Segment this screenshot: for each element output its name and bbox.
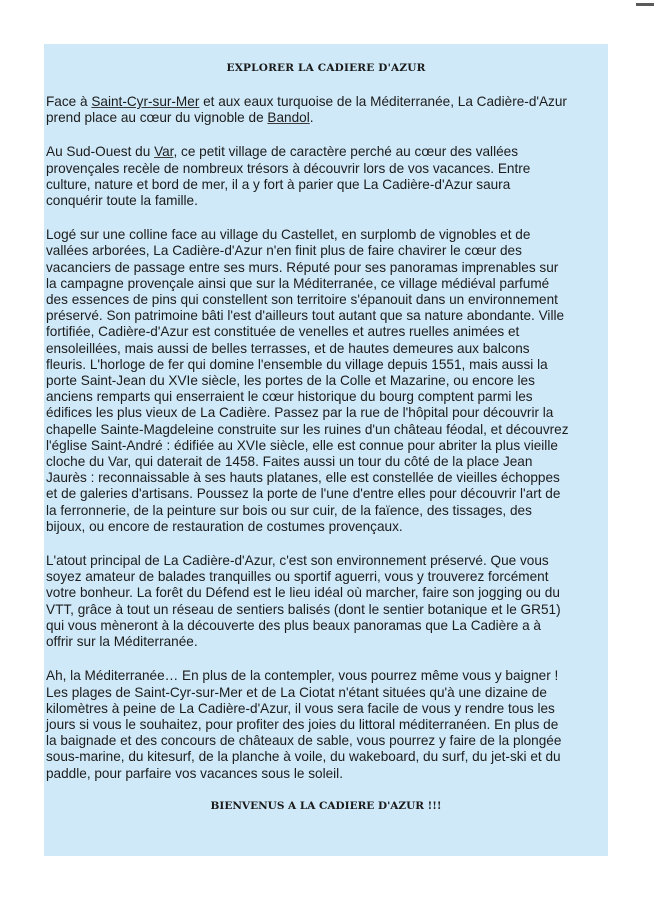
paragraph-mediterranean: Ah, la Méditerranée… En plus de la contempler, vous pourrez même vous y baigner ! Les plages de Saint-Cyr-sur-Mer et de La Ciotat n'étant situées qu'à une dizaine de kilomètres à peine de La Cadière-d'Azur, il vous sera facile de vous y rendre tous les jours si vous le souhaitez, pour profiter des joies du littoral méditerranéen. En plus de la baignade et des concours de châteaux de sable, vous pourrez y faire de la plongée sous-marine, du kitesurf, de la planche à voile, du wakeboard, du surf, du jet-ski et du paddle, pour parfaire vos vacances sous le soleil. bbox=[46, 668, 562, 781]
intro-text-c: . bbox=[309, 110, 314, 126]
paragraph-heritage: Logé sur une colline face au village du Castellet, en surplomb de vignobles et de vallées arborées, La Cadière-d'Azur n'en finit plus de faire chavirer le cœur des vacanciers de passage entre ses murs. Réputé pour ses panoramas imprenables sur la campagne provençale ainsi que sur la Méditerranée, ce village médiéval parfumé des essences de pins qui constellent son territoire s'épanouit dans un environnement préservé. Son patrimoine bâti l'est d'ailleurs tout autant que sa nature abondante. Ville fortifiée, Cadière-d'Azur est constituée de venelles et autres ruelles animées et ensoleillées, mais aussi de belles terrasses, et de hautes demeures aux balcons fleuris. L'horloge de fer qui domine l'ensemble du village depuis 1551, mais aussi la porte Saint-Jean du XVIe siècle, les portes de la Colle et Mazarine, ou encore les anciens remparts qui enserraient le cœur historique du bourg comptent parmi les édifices les plus vieux de La Cadière. Passez par la rue de l'hôpital pour découvrir la chapelle Sainte-Magdeleine construite sur les ruines d'un château féodal, et découvrez l'église Saint-André : édifiée au XVIe siècle, elle est connue pour abriter la plus vieille cloche du Var, qui daterait de 1458. Faites aussi un tour du côté de la place Jean Jaurès : reconnaissable à ses hauts platanes, elle est constellée de vieilles échoppes et de galeries d'artisans. Poussez la porte de l'une d'entre elles pour découvrir l'art de la ferronnerie, de la peinture sur bois ou sur cuir, de la faïence, des tissages, des bijoux, ou encore de restauration de costumes provençaux. bbox=[46, 227, 569, 534]
paragraph-intro bbox=[46, 94, 604, 126]
document-title: EXPLORER LA CADIERE D'AZUR bbox=[226, 62, 426, 74]
intro-text-a: Face à bbox=[46, 94, 92, 109]
document-footer: BIENVENUS A LA CADIERE D'AZUR !!! bbox=[210, 799, 442, 812]
link-saint-cyr-sur-mer[interactable]: Saint-Cyr-sur-Mer bbox=[91, 94, 200, 109]
link-var[interactable]: Var bbox=[154, 144, 174, 160]
location-text-a: Au Sud-Ouest du bbox=[46, 144, 155, 160]
location-text-b: , ce petit village de caractère perché au cœur des vallées provençales recèle de nombreux trésors à découvrir lors de vos vacances. Entre culture, nature et bord de mer, il a y fort à parier que La Cadière-d'Azur saura conquérir toute la famille. bbox=[46, 144, 531, 209]
scan-edge-mark bbox=[636, 3, 654, 6]
paragraph-nature: L'atout principal de La Cadière-d'Azur, c'est son environnement préservé. Que vous soyez amateur de balades tranquilles ou sportif aguerri, vous y trouverez forcément votre bonheur. La forêt du Défend est le lieu idéal où marcher, faire son jogging ou du VTT, grâce à tout un réseau de sentiers balisés (dont le sentier botanique et le GR51) qui vous mèneront à la découverte des plus beaux panoramas que La Cadière a à offrir sur la Méditerranée. bbox=[46, 553, 561, 650]
document-panel bbox=[44, 44, 608, 856]
paragraph-location bbox=[46, 144, 604, 209]
intro-text-b: et aux eaux turquoise de la Méditerranée, La Cadière-d'Azur prend place au cœur du vignoble de bbox=[46, 94, 567, 126]
link-bandol[interactable]: Bandol bbox=[267, 110, 310, 126]
